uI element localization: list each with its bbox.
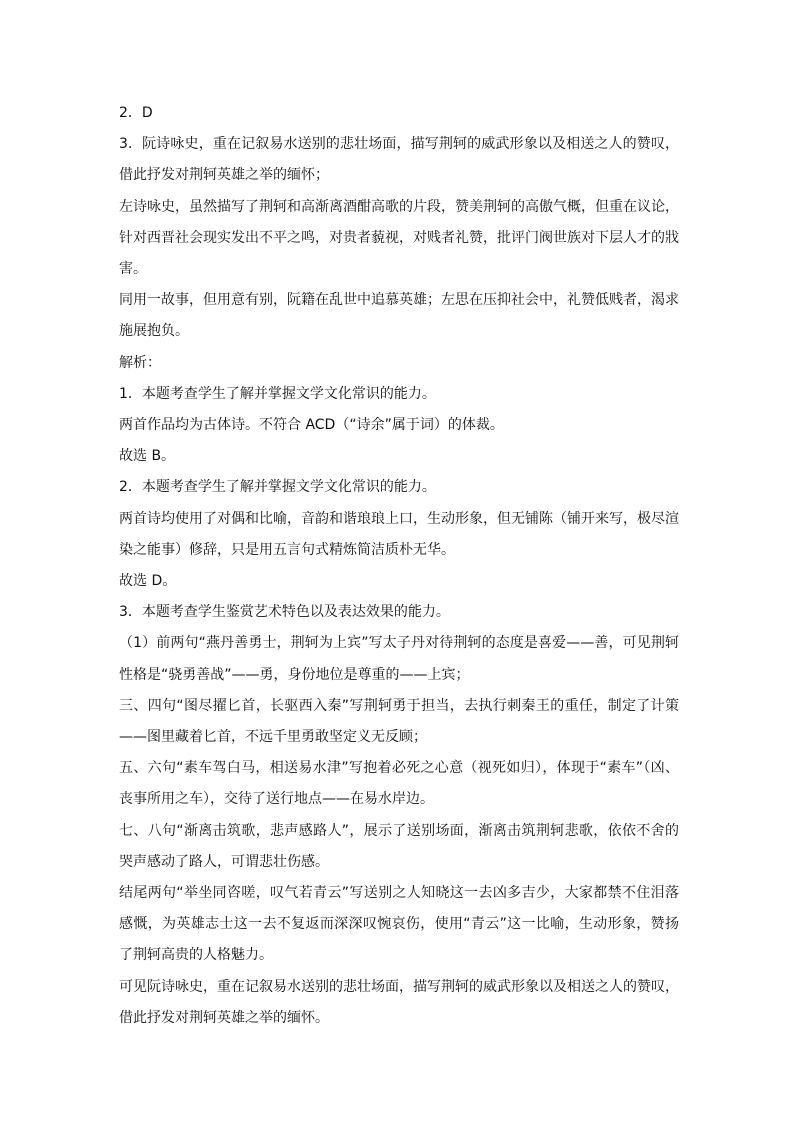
answer-3-zuo: 左诗咏史，虽然描写了荆轲和高渐离酒酣高歌的片段，赞美荆轲的高傲气概，但重在议论，针对西晋社会现实发出不平之鸣，对贵者藐视，对贱者礼赞，批评门阀世族对下层人才的戕害。 bbox=[119, 198, 679, 278]
analysis-1-title: 1．本题考查学生了解并掌握文学文化常识的能力。 bbox=[119, 385, 436, 402]
analysis-1-choice: 故选 B。 bbox=[119, 448, 176, 465]
analysis-3-conclusion: 可见阮诗咏史，重在记叙易水送别的悲壮场面，描写荆轲的威武形象以及相送之人的赞叹，借此抒发对荆轲英雄之举的缅怀。 bbox=[119, 978, 679, 1026]
answer-3-ruan: 3．阮诗咏史，重在记叙易水送别的悲壮场面，描写荆轲的威武形象以及相送之人的赞叹，借此抒发对荆轲英雄之举的缅怀； bbox=[119, 136, 679, 184]
analysis-3-lines-3-4: 三、四句“图尽擢匕首，长驱西入秦”写荆轲勇于担当，去执行刺秦王的重任，制定了计策——图里藏着匕首，不远千里勇敢坚定义无反顾； bbox=[119, 697, 679, 746]
analysis-2-title: 2．本题考查学生了解并掌握文学文化常识的能力。 bbox=[119, 479, 436, 496]
analysis-3-lines-5-6: 五、六句“素车驾白马，相送易水津”写抱着必死之心意（视死如归），体现于“素车”（凶、丧事所用之车），交待了送行地点——在易水岸边。 bbox=[119, 760, 679, 808]
analysis-heading: 解析： bbox=[119, 354, 161, 371]
analysis-2-choice: 故选 D。 bbox=[119, 573, 177, 590]
analysis-3-lines-7-8: 七、八句“渐离击筑歌，悲声感路人”，展示了送别场面，渐离击筑荆轲悲歌，依依不舍的哭声感动了路人，可谓悲壮伤感。 bbox=[119, 822, 679, 870]
answer-3-summary: 同用一故事，但用意有别，阮籍在乱世中追慕英雄；左思在压抑社会中，礼赞低贱者，渴求施展抱负。 bbox=[119, 292, 679, 340]
analysis-3-lines-1-2: （1）前两句“燕丹善勇士，荆轲为上宾”写太子丹对待荆轲的态度是喜爱——善，可见荆轲性格是“骁勇善战”——勇，身份地位是尊重的——上宾； bbox=[119, 635, 679, 683]
analysis-2-body: 两首诗均使用了对偶和比喻，音韵和谐琅琅上口，生动形象，但无铺陈（铺开来写，极尽渲染之能事）修辞，只是用五言句式精炼简洁质朴无华。 bbox=[119, 510, 679, 558]
analysis-1-body: 两首作品均为古体诗。不符合 ACD（“诗余”属于词）的体裁。 bbox=[119, 417, 504, 434]
document-body bbox=[119, 98, 679, 1034]
answer-2: 2．D bbox=[119, 105, 153, 121]
analysis-3-ending: 结尾两句“举坐同咨嗟，叹气若青云”写送别之人知晓这一去凶多吉少，大家都禁不住泪落感慨，为英雄志士这一去不复返而深深叹惋哀伤，使用“青云”这一比喻，生动形象，赞扬了荆轲高贵的人格魅力。 bbox=[119, 885, 679, 964]
analysis-3-title: 3．本题考查学生鉴赏艺术特色以及表达效果的能力。 bbox=[119, 604, 450, 621]
